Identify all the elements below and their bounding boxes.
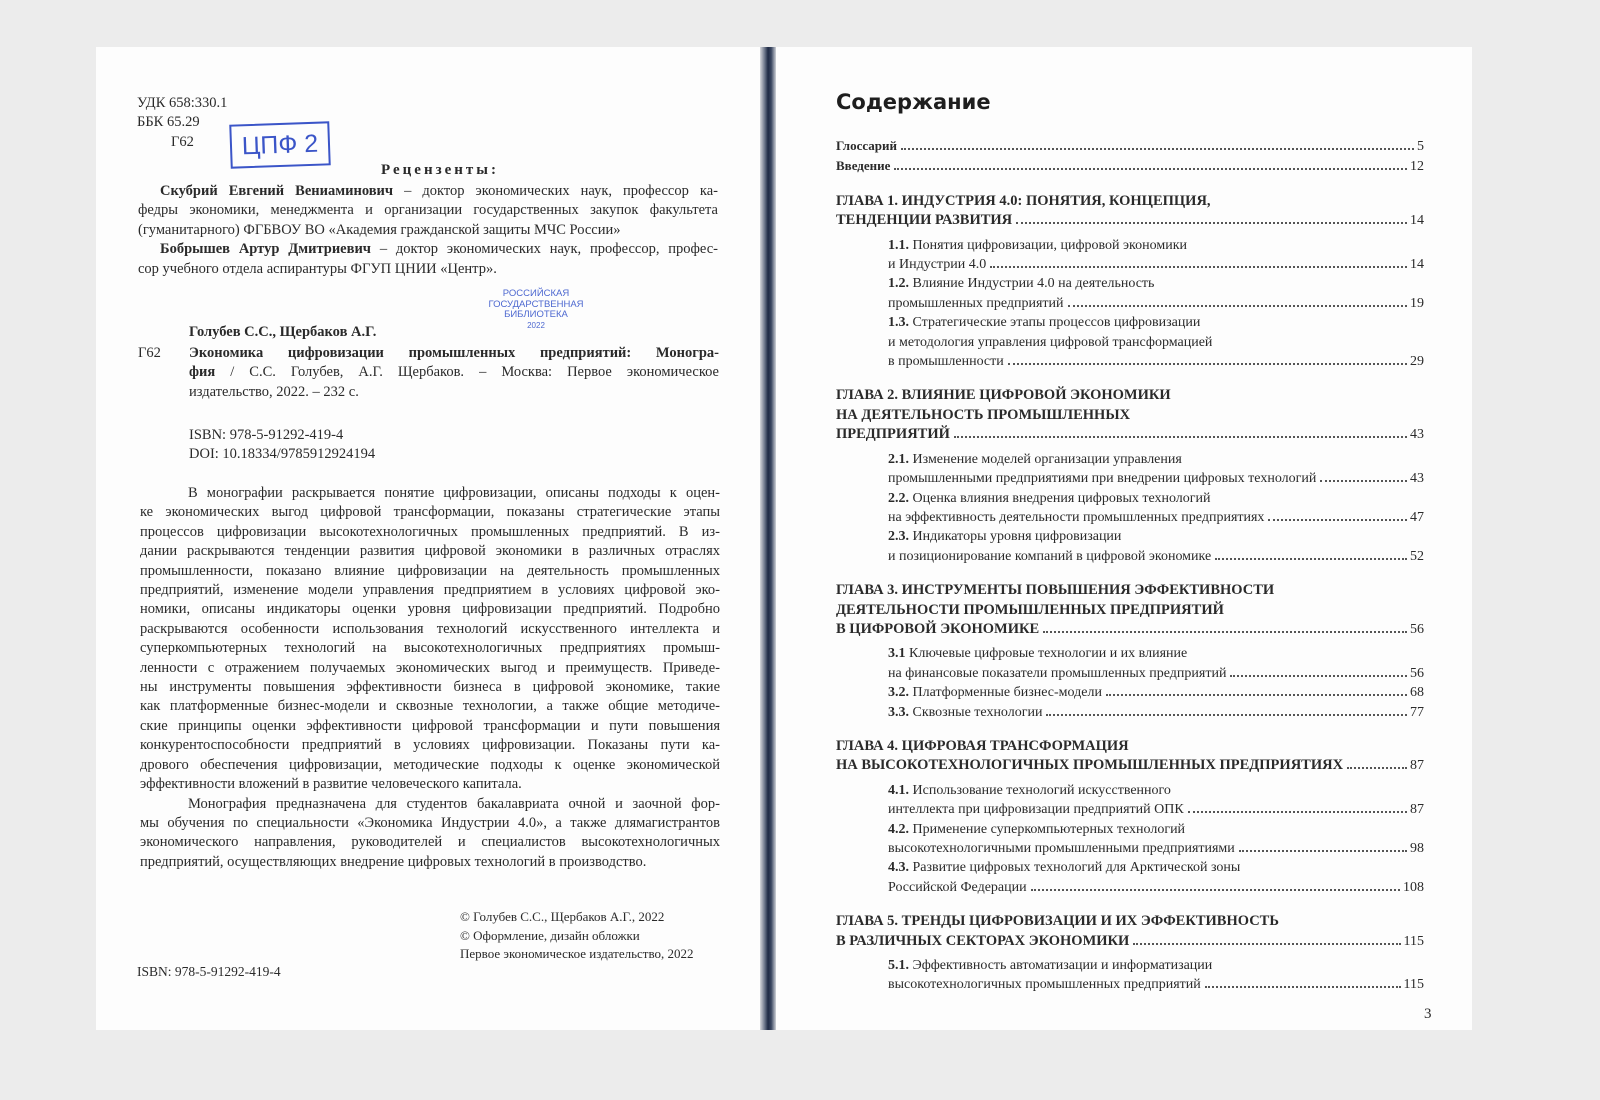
toc-page-number: 108 [1403,879,1424,895]
toc-text: НА ДЕЯТЕЛЬНОСТЬ ПРОМЫШЛЕННЫХ [836,406,1131,423]
toc-entry-section[interactable] [836,527,1424,566]
dot-leader [1320,480,1407,482]
toc-line [888,644,1424,663]
toc-text: Российской Федерации [888,879,1027,895]
table-of-contents [836,136,1424,995]
toc-text: высокотехнологичными промышленными предприятиями [888,841,1235,856]
toc-text: 1.2. Влияние Индустрии 4.0 на деятельность [888,276,1155,292]
toc-page-number: 19 [1410,295,1424,311]
toc-section-number: 4.3. [888,860,909,876]
dot-leader [954,436,1407,438]
toc-line [836,425,1424,444]
toc-text: на финансовые показатели промышленных предприятий [888,665,1227,681]
abstract-line: дрового обеспечения цифровизации, методические подходы к оценке экономической [140,756,720,773]
abstract-line: ские принципы оценки эффективности цифровой трансформации и пути повышения [140,717,720,734]
toc-line [888,800,1424,819]
toc-page-number: 43 [1410,427,1424,443]
toc-entry-section[interactable] [836,236,1424,275]
toc-page-number: 68 [1410,685,1424,701]
toc-line [888,352,1424,371]
reviewers [138,182,718,279]
toc-page-number: 87 [1410,758,1424,774]
toc-line [836,406,1424,425]
dot-leader [1215,558,1407,560]
toc-entry-section[interactable] [836,489,1424,528]
reviewer-1-line: федры экономики, менеджмента и организации государственных закупок факультета [138,202,718,219]
toc-text: промышленными предприятиями при внедрении цифровых технологий [888,471,1317,487]
toc-section-number: 3.3. [888,704,909,720]
toc-section-number: 1.1. [888,237,909,253]
abstract-line: процессов цифровизации высокотехнологичных промышленных предприятий. В из- [140,523,720,540]
toc-section-number: 1.2. [888,276,909,292]
toc-page-number: 12 [1410,159,1424,175]
toc-text: 2.1. Изменение моделей организации управления [888,451,1182,467]
toc-line [888,683,1424,702]
toc-page-number: 115 [1403,977,1424,993]
toc-text: ГЛАВА 5. ТРЕНДЫ ЦИФРОВИЗАЦИИ И ИХ ЭФФЕКТИВНОСТЬ [836,913,1279,930]
toc-line [836,932,1424,951]
reviewers-title: Рецензенты: [381,162,499,178]
toc-entry-chapter[interactable] [836,192,1424,231]
toc-page-number: 56 [1410,621,1424,637]
toc-section-number: 2.3. [888,529,909,545]
toc-section-number: 3.2. [888,685,909,701]
toc-entry-top[interactable] [836,156,1424,176]
toc-line [888,508,1424,527]
toc-text: высокотехнологичных промышленных предприятий [888,977,1201,993]
toc-text: Введение [836,158,891,174]
reviewer-1-line: (гуманитарного) ФГБВОУ ВО «Академия гражданской защиты МЧС России» [138,221,621,238]
toc-page-number: 29 [1410,354,1424,370]
toc-entry-chapter[interactable] [836,912,1424,951]
toc-line [888,469,1424,488]
toc-line [888,664,1424,683]
dot-leader [1230,675,1407,677]
reviewer-2-line: Бобрышев Артур Дмитриевич – доктор экономических наук, профессор, профес- [160,241,718,258]
toc-text: интеллекта при цифровизации предприятий ОПК [888,802,1184,818]
reviewer-1-line: Скубрий Евгений Вениаминович – доктор экономических наук, профессор ка- [160,183,718,199]
toc-line [888,975,1424,994]
toc-section-number: 2.2. [888,490,909,506]
page-number: 3 [1424,1006,1432,1022]
toc-text: ГЛАВА 1. ИНДУСТРИЯ 4.0: ПОНЯТИЯ, КОНЦЕПЦИЯ, [836,192,1211,209]
toc-text: ГЛАВА 4. ЦИФРОВАЯ ТРАНСФОРМАЦИЯ [836,737,1129,754]
toc-text: ТЕНДЕНЦИИ РАЗВИТИЯ [836,212,1013,229]
toc-page-number: 77 [1410,704,1424,720]
abstract-line: ке экономических выгод цифровой трансформации, показаны стратегические этапы [140,504,720,521]
toc-line [888,839,1424,858]
toc-entry-chapter[interactable] [836,737,1424,776]
library-stamp: РОССИЙСКАЯ ГОСУДАРСТВЕННАЯ БИБЛИОТЕКА 2022 [488,288,584,330]
dot-leader [1031,889,1400,891]
toc-page-number: 14 [1410,257,1424,273]
toc-entry-chapter[interactable] [836,386,1424,444]
toc-text: и позиционирование компаний в цифровой экономике [888,548,1212,564]
authors: Голубев С.С., Щербаков А.Г. [189,324,377,340]
author-mark: Г62 [171,133,194,150]
toc-entry-chapter[interactable] [836,581,1424,639]
toc-line [888,450,1424,469]
toc-entry-section[interactable] [836,313,1424,371]
abstract-line: Монография предназначена для студентов бакалавриата очной и заочной фор- [188,795,720,812]
toc-entry-section[interactable] [836,274,1424,313]
toc-line [888,274,1424,293]
toc-heading: Содержание [836,90,991,114]
toc-text: 3.1 Ключевые цифровые технологии и их влияние [888,646,1188,662]
toc-entry-section[interactable] [836,820,1424,859]
toc-line [836,136,1424,156]
toc-page-number: 115 [1403,933,1424,949]
udk-code: УДК 658:330.1 [137,95,228,111]
toc-line [888,236,1424,255]
dot-leader [894,168,1407,170]
toc-section-number: 4.2. [888,821,909,837]
abstract-line: номики, описаны индикаторы оценки уровня цифровизации предприятий. Подробно [140,601,720,618]
toc-page-number: 5 [1417,139,1424,154]
toc-text: 1.1. Понятия цифровизации, цифровой экономики [888,237,1188,253]
abstract-line: предприятий, изменение модели управления предприятием в условиях цифровой эко- [140,582,720,599]
toc-page-number: 47 [1410,509,1424,525]
doi: DOI: 10.18334/9785912924194 [189,446,376,463]
dot-leader [1133,943,1400,945]
toc-line [888,489,1424,508]
toc-text: и методология управления цифровой трансформацией [888,334,1213,350]
toc-line [836,912,1424,931]
toc-text: 5.1. Эффективность автоматизации и информатизации [888,958,1213,974]
classification-codes [137,94,227,152]
dot-leader [1068,305,1407,307]
catalog-code: Г62 [138,345,161,361]
toc-entry-section[interactable] [836,703,1424,722]
reviewer-name: Бобрышев Артур Дмитриевич [160,241,371,258]
abstract-line: эффективности вложений в развитие человеческого капитала. [140,776,522,793]
toc-text: 2.2. Оценка влияния внедрения цифровых технологий [888,490,1211,506]
toc-text: 3.3. Сквозные технологии [888,704,1043,720]
toc-entry-section[interactable] [836,683,1424,702]
toc-page-number: 52 [1410,548,1424,564]
toc-line [836,192,1424,211]
toc-text: и Индустрии 4.0 [888,257,987,273]
toc-text: 1.3. Стратегические этапы процессов цифровизации [888,315,1201,331]
toc-line [888,294,1424,313]
abstract-line: дании раскрываются тенденции развития цифровой экономики в различных отраслях [140,543,720,560]
toc-text: на эффективность деятельности промышленных предприятиях [888,509,1265,525]
abstract-line: предприятий, осуществляющих внедрение цифровых технологий в производство. [140,853,647,870]
dot-leader [1205,986,1401,988]
dot-leader [1188,811,1407,813]
abstract-line: промышленности, показано влияние цифровизации на деятельность промышленных [140,562,720,579]
dot-leader [1268,519,1407,521]
toc-section-number: 1.3. [888,315,909,331]
dot-leader [901,148,1414,150]
abstract-line: экономического направления, руководителей и специалистов высокотехнологичных [140,834,720,851]
toc-text: 4.3. Развитие цифровых технологий для Арктической зоны [888,860,1241,876]
toc-line [888,878,1424,897]
dot-leader [1106,694,1407,696]
isbn-bottom: ISBN: 978-5-91292-419-4 [137,964,281,979]
toc-text: ГЛАВА 3. ИНСТРУМЕНТЫ ПОВЫШЕНИЯ ЭФФЕКТИВНОСТИ [836,582,1275,599]
abstract-line: конкурентоспособности предприятий в условиях цифровизации. Показаны пути ка- [140,737,720,754]
toc-line [888,820,1424,839]
toc-line [888,781,1424,800]
cpf-stamp: ЦПФ 2 [229,121,330,168]
toc-page-number: 98 [1410,841,1424,856]
toc-line [836,620,1424,639]
abstract-line: ны инструменты повышения эффективности бизнеса в цифровой экономике, такие [140,679,720,696]
abstract [140,484,720,872]
toc-line [836,581,1424,600]
toc-section-number: 2.1. [888,451,909,467]
toc-text: промышленных предприятий [888,295,1064,311]
toc-text: ПРЕДПРИЯТИЙ [836,426,950,443]
abstract-line: мы обучения по специальности «Экономика Индустрии 4.0», а также длямагистрантов [140,814,720,831]
bbk-code: ББК 65.29 [137,114,200,131]
toc-line [888,703,1424,722]
toc-line [888,527,1424,546]
abstract-line: как платформенные бизнес-модели и сквозные технологии, а также общие методиче- [140,698,720,715]
isbn: ISBN: 978-5-91292-419-4 [189,427,344,443]
reviewer-2-line: сор учебного отдела аспирантуры ФГУП ЦНИИ «Центр». [138,260,497,277]
toc-line [836,756,1424,775]
toc-text: в промышленности [888,354,1004,370]
toc-entry-section[interactable] [836,858,1424,897]
dot-leader [1347,767,1407,769]
copyright: © Голубев С.С., Щербаков А.Г., 2022 © Оформление, дизайн обложки Первое экономическое издательство, 2022 [460,909,694,961]
toc-line [836,156,1424,176]
toc-text: В ЦИФРОВОЙ ЭКОНОМИКЕ [836,620,1040,637]
toc-page-number: 87 [1410,802,1424,818]
toc-line [888,255,1424,274]
toc-line [888,547,1424,566]
toc-text: 2.3. Индикаторы уровня цифровизации [888,529,1122,545]
toc-page-number: 14 [1410,213,1424,229]
dot-leader [990,266,1407,268]
toc-entry-section[interactable] [836,956,1424,995]
toc-line [836,737,1424,756]
toc-line [888,313,1424,332]
toc-section-number: 5.1. [888,958,909,974]
toc-line [888,858,1424,877]
toc-text: 3.2. Платформенные бизнес-модели [888,685,1102,701]
toc-text: ГЛАВА 2. ВЛИЯНИЕ ЦИФРОВОЙ ЭКОНОМИКИ [836,387,1171,404]
toc-entry-section[interactable] [836,644,1424,683]
dot-leader [1043,631,1407,633]
toc-line [836,211,1424,230]
dot-leader [1008,363,1407,365]
toc-section-number: 4.1. [888,782,909,798]
abstract-line: раскрываются особенности использования технологий искусственного интеллекта и [140,620,720,637]
abstract-line: ленности с отражением получаемых экономических выгод и преимуществ. Приведе- [140,659,720,676]
toc-text: НА ВЫСОКОТЕХНОЛОГИЧНЫХ ПРОМЫШЛЕННЫХ ПРЕДПРИЯТИЯХ [836,757,1344,774]
abstract-line: суперкомпьютерных технологий на высокотехнологичных предприятиях промыш- [140,640,720,657]
toc-text: ДЕЯТЕЛЬНОСТИ ПРОМЫШЛЕННЫХ ПРЕДПРИЯТИЙ [836,601,1224,618]
dot-leader [1016,222,1407,224]
bibliographic-title: Экономика цифровизации промышленных предприятий: Моногра- фия / С.С. Голубев, А.Г. Щербаков. – Москва: Первое экономическое издательство, 2022. – 232 с. [189,345,719,400]
isbn-doi [189,426,375,465]
book-spine [760,47,776,1030]
toc-text: Глоссарий [836,138,898,153]
toc-line [836,386,1424,405]
toc-page-number: 56 [1410,665,1424,681]
toc-line [888,956,1424,975]
toc-page-number: 43 [1410,471,1424,487]
toc-text: В РАЗЛИЧНЫХ СЕКТОРАХ ЭКОНОМИКИ [836,932,1130,949]
toc-text: 4.1. Использование технологий искусственного [888,782,1171,798]
toc-entry-top[interactable] [836,136,1424,156]
toc-line [836,601,1424,620]
abstract-line: В монографии раскрывается понятие цифровизации, описаны подходы к оцен- [188,485,720,501]
toc-section-number: 3.1 [888,646,906,662]
toc-entry-section[interactable] [836,450,1424,489]
dot-leader [1239,850,1407,852]
reviewer-name: Скубрий Евгений Вениаминович [160,183,394,199]
toc-line [888,333,1424,352]
toc-entry-section[interactable] [836,781,1424,820]
dot-leader [1046,714,1407,716]
toc-text: 4.2. Применение суперкомпьютерных технологий [888,821,1186,837]
